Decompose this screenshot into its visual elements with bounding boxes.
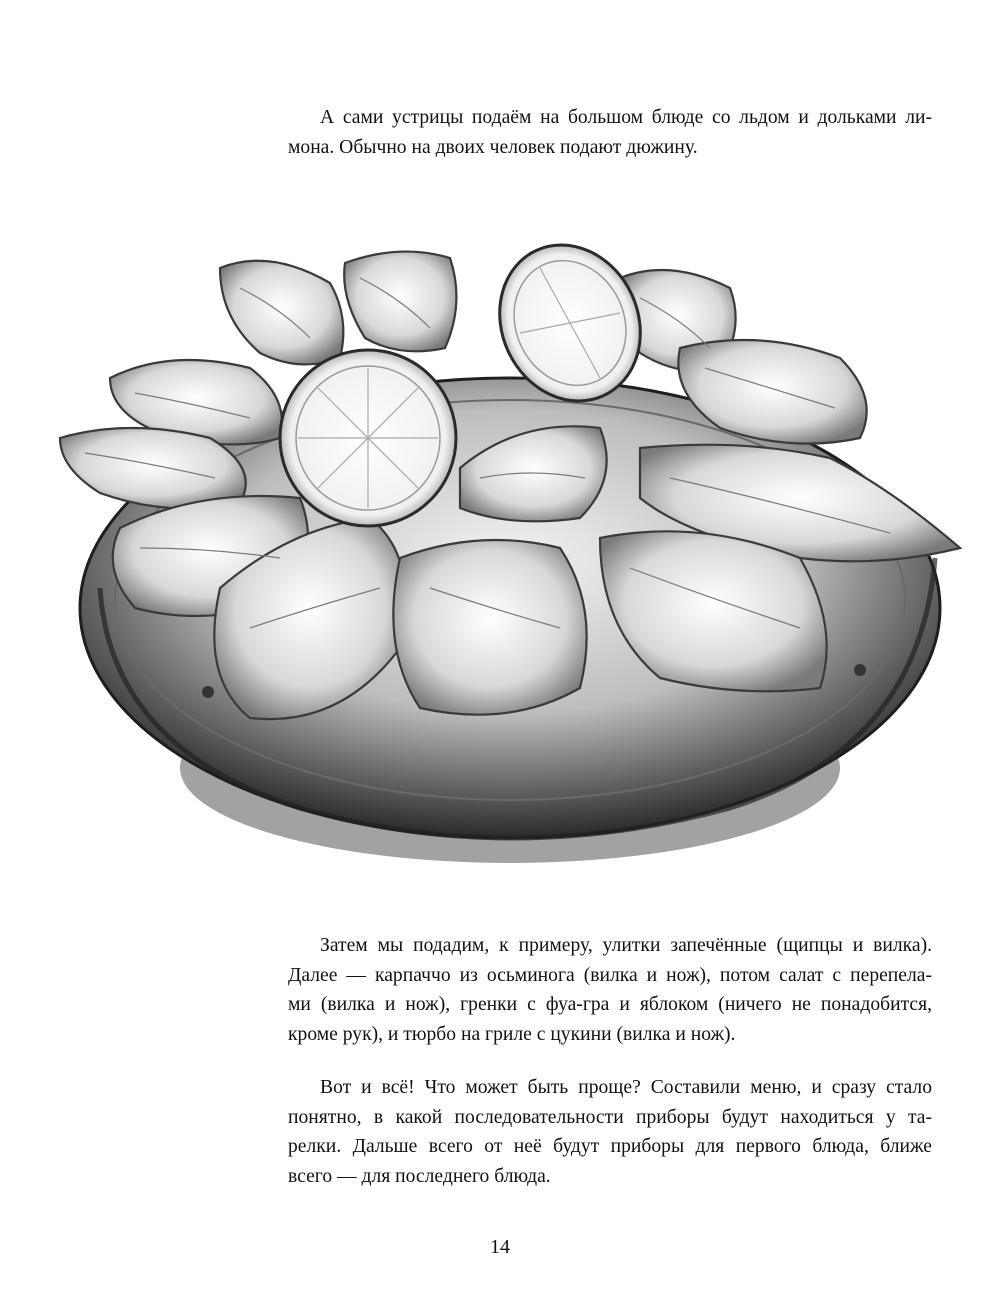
text-line: ми (вилка и нож), гренки с фуа-гра и яблоком (ничего не понадобится, — [288, 994, 932, 1015]
text-line: кроме рук), и тюрбо на гриле с цукини (вилка и нож). — [288, 1023, 736, 1045]
conclusion-paragraph — [288, 1073, 932, 1191]
page-number: 14 — [490, 1236, 510, 1258]
text-line: всего — для последнего блюда. — [288, 1165, 551, 1187]
text-line: Затем мы подадим, к примеру, улитки запечённые (щипцы и вилка). — [320, 935, 932, 956]
text-line: Вот и всё! Что может быть проще? Составили меню, и сразу стало — [320, 1077, 932, 1098]
text-line: Далее — карпаччо из осьминога (вилка и нож), потом салат с перепела- — [288, 964, 932, 986]
text-line: мона. Обычно на двоих человек подают дюжину. — [288, 136, 698, 158]
text-line: А сами устрицы подаём на большом блюде со льдом и дольками ли- — [320, 107, 932, 128]
intro-paragraph — [288, 103, 932, 162]
oyster-platter-illustration — [40, 228, 980, 888]
menu-paragraph — [288, 931, 932, 1049]
text-line: релки. Дальше всего от неё будут приборы для первого блюда, ближе — [288, 1136, 932, 1157]
text-line: понятно, в какой последовательности приборы будут находиться у та- — [288, 1106, 932, 1128]
